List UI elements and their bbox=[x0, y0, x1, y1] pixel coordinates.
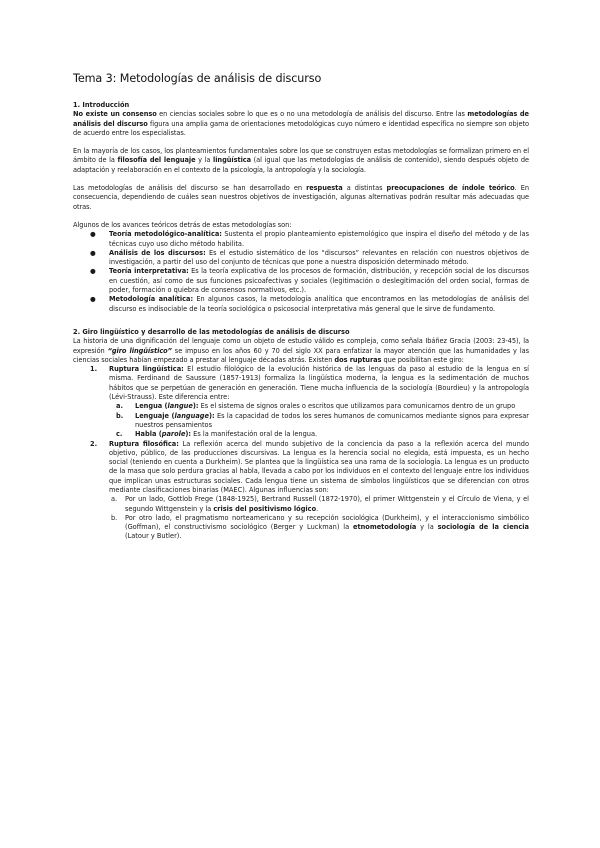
list-item: ● Teoría metodológico-analítica: Sustenta el propio planteamiento epistemológico que inspira el diseño del método y de las técnicas cuyo uso dicho método habilita. bbox=[90, 230, 530, 248]
list-item: b. Por otro lado, el pragmatismo norteamericano y su recepción sociológica (Durkheim), y el interaccionismo simbólico (Goffman), el constructivismo sociológico (Berger y Luckman) la etnometodología y la sociología de la ciencia (Latour y Butler). bbox=[111, 513, 529, 541]
paragraph-planteamientos: En la mayoría de los casos, los planteamientos fundamentales sobre los que se construyen estas metodologías se formalizan primero en el ámbito de la filosofía del lenguaje y la lingüística (al igual que las metodologías de análisis de contenido), siendo después objeto de adaptación y reelaboración en el contexto de la psicología, la antropología y la sociología. bbox=[73, 147, 530, 174]
list-item: ● Análisis de los discursos: Es el estudio sistemático de los “discursos” relevantes en relación con nuestros objetivos de investigación, a partir del uso del conjunto de técnicas que pone a nuestra disposición determinado método. bbox=[90, 248, 529, 267]
paragraph-historia: La historia de una dignificación del lenguaje como un objeto de estudio válido es compleja, como señala Ibáñez Gracia (2003: 23-45), la expresión “giro lingüístico” se impuso en los años 60 y 70 del siglo XX para enfatizar la mayor atención que las humanidades y las ciencias sociales habían empezado a prestar al lenguaje décadas atrás. Existen dos rupturas que posibilitan este giro: bbox=[73, 337, 529, 364]
page-title: Tema 3: Metodologías de análisis de discurso bbox=[73, 72, 322, 85]
list-item: ● Teoría interpretativa: Es la teoría explicativa de los procesos de formación, distribución, y recepción social de los discursos en cuestión, así como de sus funciones psicoafectivas y sociales (legitimación o deslegitimación del orden social, formas de poder, formación o quiebra de consensos normativos, etc.). bbox=[90, 267, 529, 295]
section-2-heading: 2. Giro lingüístico y desarrollo de las metodologías de análisis de discurso bbox=[73, 327, 350, 336]
bullet-icon: ● bbox=[90, 248, 96, 257]
bullet-icon: ● bbox=[90, 295, 96, 304]
section-1-heading: 1. Introducción bbox=[73, 101, 130, 109]
list-item: b. Lenguaje (language): Es la capacidad de todos los seres humanos de comunicarnos mediante signos para expresar nuestros pensamientos bbox=[116, 411, 529, 429]
list-item: c. Habla (parole): Es la manifestación oral de la lengua. bbox=[116, 430, 318, 439]
list-item: ● Metodología analítica: En algunos casos, la metodología analítica que encontramos en las metodologías de análisis del discurso es indisociable de la teoría sociológica o psicosocial interpretativa más general que le sirve de fundamento. bbox=[90, 295, 529, 313]
list-item-ruptura-filosofica: 2. Ruptura filosófica: La reflexión acerca del mundo subjetivo de la conciencia da paso a la reflexión acerca del mundo objetivo, público, de las producciones discursivas. La lengua es la herencia social no elegida, está impuesta, es un hecho social (teniendo en cuenta a Durkheim). Se plantea que la lingüística sea una rama de la sociología. La lengua es un producto de la masa que solo perdura gracias al habla, llevada a cabo por los individuos en el contexto del lenguaje entre los individuos que implican unas estructuras sociales. Cada lengua tiene un sistema de símbolos lingüísticos que se diferencian con otros mediante clasificaciones binarias (MAEC). Algunas influencias son: a. Por un lado, Gottlob Frege (1848-1925), Bertrand Russell (1872-1970), el primer Wittgenstein y el Círculo de Viena, y el segundo Wittgenstein y la crisis del positivismo lógico. b. Por otro lado, el pragmatismo norteamericano y su recepción sociológica (Durkheim), y el interaccionismo simbólico (Goffman), el constructivismo sociológico (Berger y Luckman) la etnometodología y la sociología de la ciencia (Latour y Butler). bbox=[90, 439, 529, 541]
list-item-ruptura-linguistica: 1. Ruptura lingüística: El estudio filológico de la evolución histórica de las lenguas da paso al estudio de la lengua en sí misma. Ferdinand de Saussure (1857-1913) formaliza la lingüística moderna, la lengua es la sedimentación de muchos hábitos que se perpetúan de generación en generación. Tiene mucha influencia de la sociología (Bourdieu) y la antropología (Lévi-Strauss). Este diferencia entre: a. Lengua (langue): Es el sistema de signos orales o escritos que utilizamos para comunicarnos dentro de un grupo b. Lenguaje (language): Es la capacidad de todos los seres humanos de comunicarnos mediante signos para expresar nuestros pensamientos c. Habla (parole): Es la manifestación oral de la lengua. bbox=[90, 365, 529, 439]
bullet-icon: ● bbox=[90, 267, 96, 276]
numbered-list-rupturas bbox=[73, 365, 529, 542]
paragraph-consenso: No existe un consenso en ciencias sociales sobre lo que es o no una metodología de análisis del discurso. Entre las metodologías de análisis del discurso figura una amplia gama de orientaciones metodológicas cuyo número e identidad específica no siempre son objeto de acuerdo entre los especialistas. bbox=[73, 110, 529, 137]
paragraph-avances: Algunos de los avances teóricos detrás de estas metodologías son: bbox=[73, 220, 292, 229]
list-item: a. Por un lado, Gottlob Frege (1848-1925), Bertrand Russell (1872-1970), el primer Wittgenstein y el Círculo de Viena, y el segundo Wittgenstein y la crisis del positivismo lógico. bbox=[111, 495, 529, 513]
document-body bbox=[73, 72, 529, 542]
sub-list-influencias bbox=[99, 495, 529, 541]
paragraph-respuesta: Las metodologías de análisis del discurso se han desarrollado en respuesta a distintas preocupaciones de índole teórico. En consecuencia, dependiendo de cuáles sean nuestros objetivos de investigación, algunas alternativas podrán resultar más adecuadas que otras. bbox=[73, 184, 529, 211]
bullet-icon: ● bbox=[90, 230, 96, 239]
sub-list-lengua bbox=[99, 402, 529, 439]
bullet-list-avances bbox=[73, 230, 529, 314]
list-item: a. Lengua (langue): Es el sistema de signos orales o escritos que utilizamos para comunicarnos dentro de un grupo bbox=[116, 402, 516, 411]
